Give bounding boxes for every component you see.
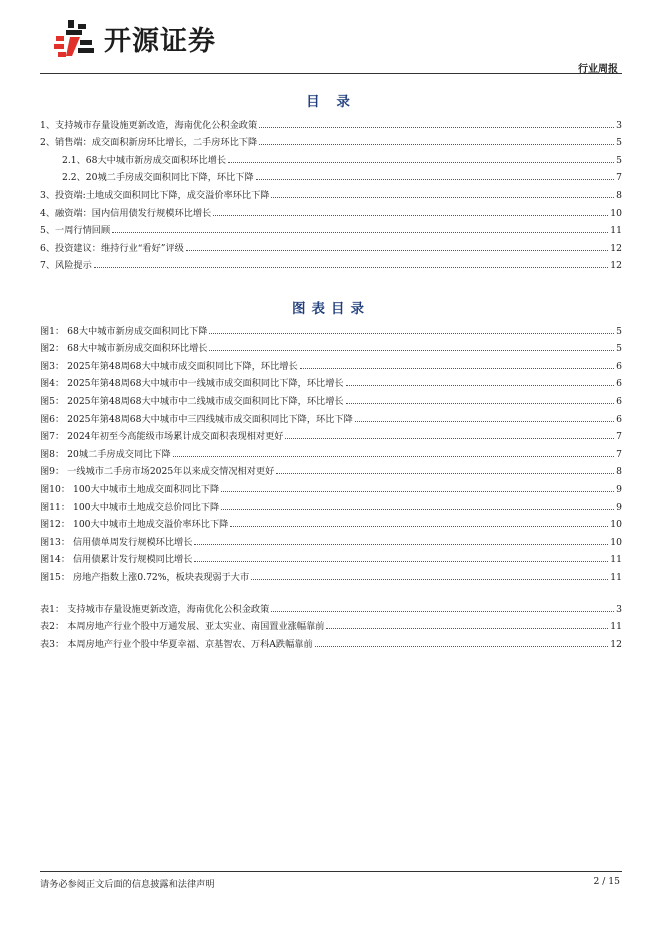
leader-dots: [112, 232, 608, 233]
entry-page-number: 11: [610, 554, 622, 566]
entry-label: 1、支持城市存量设施更新改造，海南优化公积金政策: [40, 119, 258, 131]
toc-entry[interactable]: [40, 442, 622, 460]
leader-dots: [194, 561, 608, 562]
toc-entry[interactable]: [40, 425, 622, 443]
toc-entry[interactable]: [40, 131, 622, 149]
leader-dots: [271, 197, 614, 198]
footer-divider: [40, 871, 622, 872]
leader-dots: [173, 456, 614, 457]
entry-page-number: 11: [610, 225, 622, 237]
toc-entry[interactable]: [40, 407, 622, 425]
toc-entry[interactable]: [40, 183, 622, 201]
entry-page-number: 6: [616, 395, 622, 407]
footer-page-number: 2 / 15: [593, 876, 620, 887]
entry-label: 7、风险提示: [40, 260, 92, 272]
toc-entry[interactable]: [40, 372, 622, 390]
leader-dots: [355, 421, 614, 422]
toc-entry[interactable]: [40, 495, 622, 513]
entry-page-number: 5: [616, 343, 622, 355]
company-logo: [52, 16, 216, 60]
entry-page-number: 8: [616, 189, 622, 201]
leader-dots: [209, 333, 614, 334]
entry-page-number: 6: [616, 413, 622, 425]
entry-label: 图14： 信用债累计发行规模同比增长: [40, 554, 193, 566]
entry-page-number: 5: [616, 154, 622, 166]
toc-entry[interactable]: [40, 389, 622, 407]
leader-dots: [221, 509, 614, 510]
footer-disclaimer: 请务必参阅正文后面的信息披露和法律声明: [40, 879, 215, 890]
leader-dots: [271, 611, 614, 612]
leader-dots: [315, 646, 609, 647]
entry-label: 图1： 68大中城市新房成交面积同比下降: [40, 325, 208, 337]
toc-title: 目 录: [306, 94, 356, 110]
logo-mark-icon: [52, 16, 100, 60]
toc-entry[interactable]: [40, 565, 622, 583]
toc-entry[interactable]: [40, 460, 622, 478]
entry-label: 5、一周行情回顾: [40, 225, 111, 237]
entry-page-number: 9: [616, 483, 622, 495]
entry-page-number: 12: [610, 242, 622, 254]
figures-list: [40, 319, 622, 583]
entry-page-number: 11: [610, 571, 622, 583]
entry-page-number: 10: [610, 536, 622, 548]
toc-entry[interactable]: [40, 166, 622, 184]
report-type-label: 行业周报: [578, 64, 618, 75]
tables-list: [40, 597, 622, 650]
toc-entry[interactable]: [40, 615, 622, 633]
leader-dots: [228, 162, 614, 163]
entry-page-number: 6: [616, 360, 622, 372]
entry-page-number: 9: [616, 501, 622, 513]
entry-page-number: 10: [610, 519, 622, 531]
leader-dots: [300, 368, 614, 369]
leader-dots: [276, 473, 614, 474]
entry-label: 图13： 信用债单周发行规模环比增长: [40, 536, 193, 548]
toc-entry[interactable]: [40, 337, 622, 355]
entry-label: 图3： 2025年第48周68大中城市成交面积同比下降，环比增长: [40, 360, 298, 372]
page-header: [0, 0, 662, 76]
figures-title: 图表目录: [292, 301, 370, 317]
entry-page-number: 11: [610, 621, 622, 633]
leader-dots: [230, 526, 608, 527]
leader-dots: [194, 544, 608, 545]
entry-label: 图2： 68大中城市新房成交面积环比增长: [40, 343, 208, 355]
entry-page-number: 6: [616, 378, 622, 390]
toc-entry[interactable]: [40, 354, 622, 372]
leader-dots: [259, 144, 614, 145]
toc-list: [40, 113, 622, 271]
entry-page-number: 3: [616, 603, 622, 615]
leader-dots: [221, 491, 614, 492]
leader-dots: [326, 628, 608, 629]
toc-entry[interactable]: [40, 530, 622, 548]
entry-page-number: 8: [616, 466, 622, 478]
entry-page-number: 5: [616, 325, 622, 337]
entry-label: 表3： 本周房地产行业个股中华夏幸福、京基智农、万科A跌幅靠前: [40, 638, 313, 650]
leader-dots: [251, 579, 608, 580]
entry-label: 图7： 2024年初至今高能级市场累计成交面积表现相对更好: [40, 431, 284, 443]
leader-dots: [346, 403, 615, 404]
entry-label: 表2： 本周房地产行业个股中万通发展、亚太实业、南国置业涨幅靠前: [40, 621, 325, 633]
entry-page-number: 7: [616, 431, 622, 443]
entry-page-number: 7: [616, 172, 622, 184]
toc-entry[interactable]: [40, 201, 622, 219]
entry-label: 6、投资建议：维持行业“看好”评级: [40, 242, 184, 254]
brand-name: 开源证券: [104, 25, 216, 57]
leader-dots: [94, 267, 609, 268]
leader-dots: [256, 179, 614, 180]
leader-dots: [186, 250, 608, 251]
entry-label: 图10： 100大中城市土地成交面积同比下降: [40, 483, 220, 495]
entry-label: 图4： 2025年第48周68大中城市中一线城市成交面积同比下降，环比增长: [40, 378, 344, 390]
leader-dots: [346, 385, 615, 386]
toc-entry[interactable]: [40, 548, 622, 566]
entry-label: 图12： 100大中城市土地成交溢价率环比下降: [40, 519, 229, 531]
entry-label: 表1： 支持城市存量设施更新改造，海南优化公积金政策: [40, 603, 270, 615]
leader-dots: [209, 350, 614, 351]
entry-page-number: 5: [616, 137, 622, 149]
entry-label: 2、销售端：成交面积新房环比增长，二手房环比下降: [40, 137, 258, 149]
toc-entry[interactable]: [40, 219, 622, 237]
toc-entry[interactable]: [40, 632, 622, 650]
entry-page-number: 7: [616, 448, 622, 460]
entry-page-number: 3: [616, 119, 622, 131]
entry-page-number: 10: [610, 207, 622, 219]
toc-entry[interactable]: [40, 319, 622, 337]
entry-label: 图5： 2025年第48周68大中城市中二线城市成交面积同比下降，环比增长: [40, 395, 344, 407]
entry-label: 图11： 100大中城市土地成交总价同比下降: [40, 501, 220, 513]
entry-label: 2.1、68大中城市新房成交面积环比增长: [62, 154, 227, 166]
entry-label: 图8： 20城二手房成交同比下降: [40, 448, 171, 460]
toc-entry[interactable]: [40, 254, 622, 272]
entry-label: 4、融资端：国内信用债发行规模环比增长: [40, 207, 212, 219]
toc-entry[interactable]: [40, 113, 622, 131]
entry-label: 3、投资端:土地成交面积同比下降，成交溢价率环比下降: [40, 189, 270, 201]
leader-dots: [213, 215, 608, 216]
entry-label: 2.2、20城二手房成交面积同比下降，环比下降: [62, 172, 254, 184]
header-divider: [40, 73, 622, 74]
entry-page-number: 12: [610, 638, 622, 650]
entry-label: 图6： 2025年第48周68大中城市中三四线城市成交面积同比下降，环比下降: [40, 413, 353, 425]
toc-entry[interactable]: [40, 236, 622, 254]
toc-entry[interactable]: [40, 597, 622, 615]
toc-entry[interactable]: [40, 477, 622, 495]
leader-dots: [285, 438, 614, 439]
entry-label: 图15： 房地产指数上涨0.72%，板块表现弱于大市: [40, 571, 250, 583]
toc-entry[interactable]: [40, 148, 622, 166]
toc-entry[interactable]: [40, 513, 622, 531]
entry-label: 图9： 一线城市二手房市场2025年以来成交情况相对更好: [40, 466, 275, 478]
leader-dots: [259, 127, 614, 128]
entry-page-number: 12: [610, 260, 622, 272]
